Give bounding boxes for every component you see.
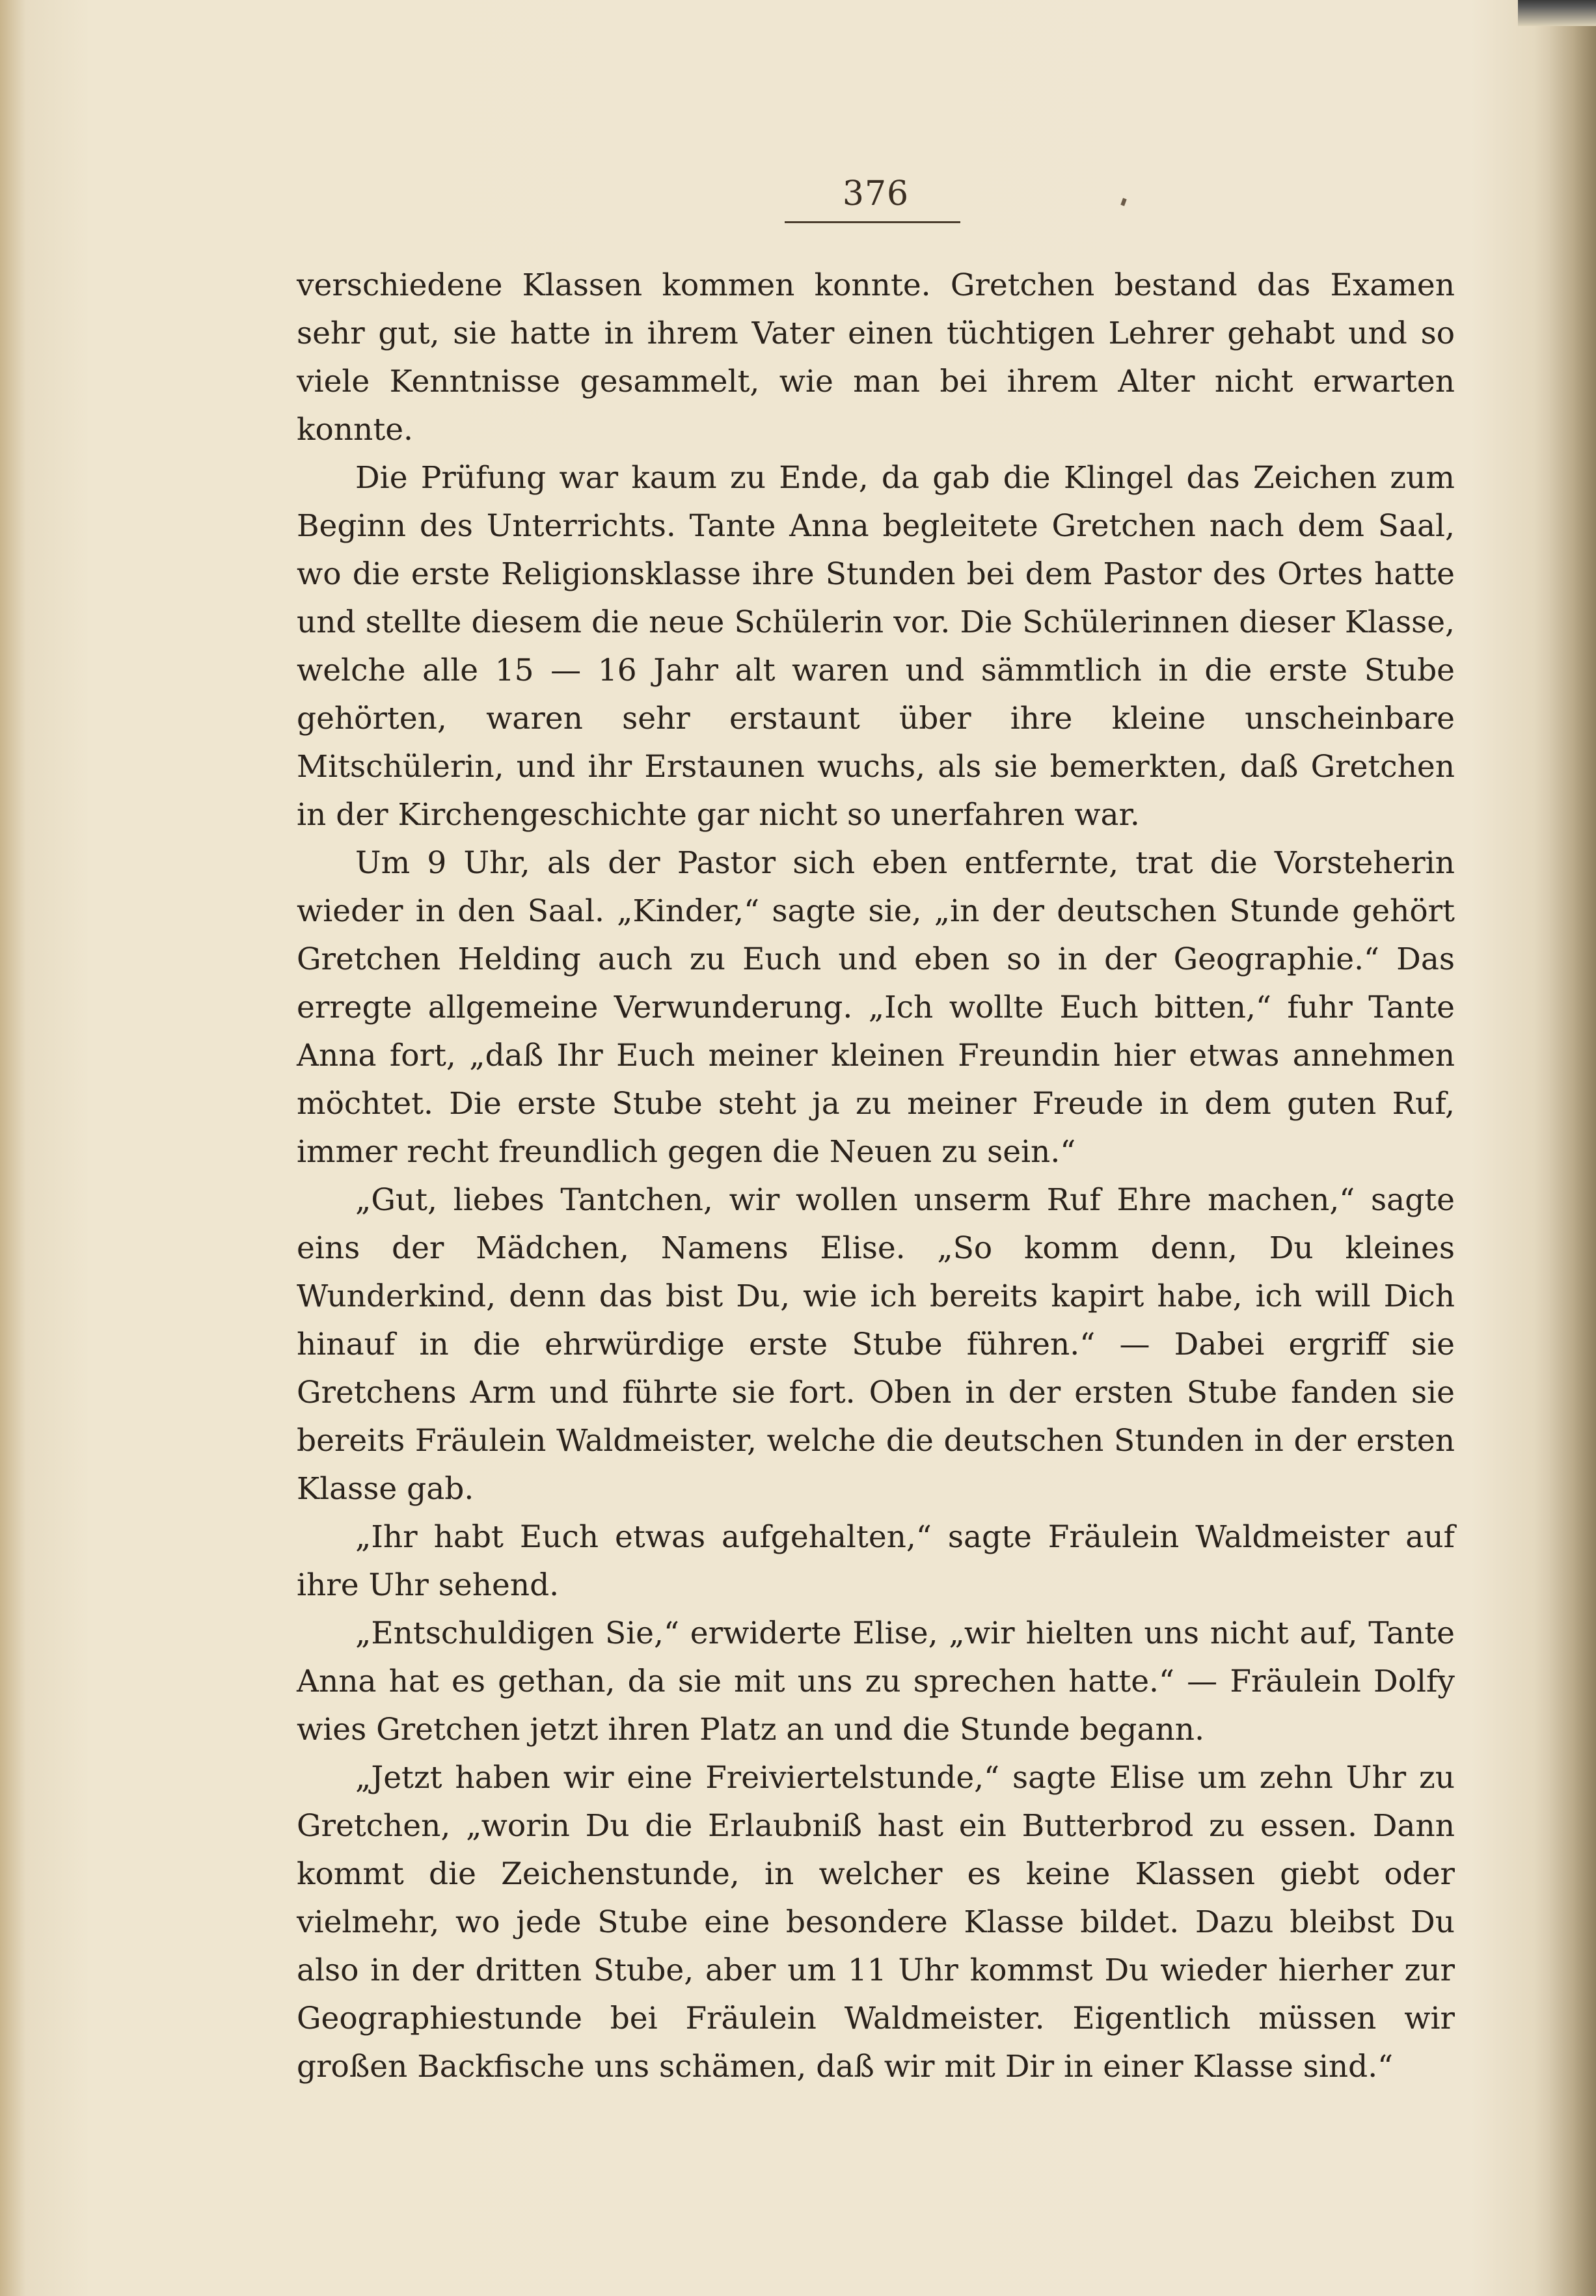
body-text <box>297 262 1455 2091</box>
page-number: 376 <box>842 174 910 213</box>
paragraph-1: verschiedene Klassen kommen konnte. Gretchen bestand das Examen sehr gut, sie hatte in ihrem Vater einen tüchtigen Lehrer gehabt und so viele Kenntnisse gesammelt, wie man bei ihrem Alter nicht erwarten konnte. <box>297 267 1455 448</box>
paragraph-4: „Gut, liebes Tantchen, wir wollen unserm Ruf Ehre machen,“ sagte eins der Mädchen, Namens Elise. „So komm denn, Du kleines Wunderkind, denn das bist Du, wie ich bereits kapirt habe, ich will Dich hinauf in die ehrwürdige erste Stube führen.“ — Dabei ergriff sie Gretchens Arm und führte sie fort. Oben in der ersten Stube fanden sie bereits Fräulein Waldmeister, welche die deutschen Stunden in der ersten Klasse gab. <box>297 1182 1455 1507</box>
paragraph-6: „Entschuldigen Sie,“ erwiderte Elise, „wir hielten uns nicht auf, Tante Anna hat es gethan, da sie mit uns zu sprechen hatte.“ — Fräulein Dolfy wies Gretchen jetzt ihren Platz an und die Stunde begann. <box>297 1615 1455 1748</box>
paragraph-3: Um 9 Uhr, als der Pastor sich eben entfernte, trat die Vorsteherin wieder in den Saal. „Kinder,“ sagte sie, „in der deutschen Stunde gehört Gretchen Helding auch zu Euch und eben so in der Geographie.“ Das erregte allgemeine Verwunderung. „Ich wollte Euch bitten,“ fuhr Tante Anna fort, „daß Ihr Euch meiner kleinen Freundin hier etwas annehmen möchtet. Die erste Stube steht ja zu meiner Freude in dem guten Ruf, immer recht freundlich gegen die Neuen zu sein.“ <box>297 845 1455 1170</box>
book-page <box>23 0 1539 2296</box>
book-spine-shadow <box>1534 0 1596 2296</box>
paragraph-2: Die Prüfung war kaum zu Ende, da gab die Klingel das Zeichen zum Beginn des Unterrichts. Tante Anna begleitete Gretchen nach dem Saal, wo die erste Religionsklasse ihre Stunden bei dem Pastor des Ortes hatte und stellte diesem die neue Schülerin vor. Die Schülerinnen dieser Klasse, welche alle 15 — 16 Jahr alt waren und sämmtlich in die erste Stube gehörten, waren sehr erstaunt über ihre kleine unscheinbare Mitschülerin, und ihr Erstaunen wuchs, als sie bemerkten, daß Gretchen in der Kirchengeschichte gar nicht so unerfahren war. <box>297 460 1455 833</box>
paragraph-7: „Jetzt haben wir eine Freiviertelstunde,“ sagte Elise um zehn Uhr zu Gretchen, „worin Du die Erlaubniß hast ein Butterbrod zu essen. Dann kommt die Zeichenstunde, in welcher es keine Klassen giebt oder vielmehr, wo jede Stube eine besondere Klasse bildet. Dazu bleibst Du also in der dritten Stube, aber um 11 Uhr kommst Du wieder hierher zur Geographiestunde bei Fräulein Waldmeister. Eigentlich müssen wir großen Backfische uns schämen, daß wir mit Dir in einer Klasse sind.“ <box>297 1760 1455 2085</box>
ink-speck <box>1120 198 1126 206</box>
paragraph-5: „Ihr habt Euch etwas aufgehalten,“ sagte Fräulein Waldmeister auf ihre Uhr sehend. <box>297 1519 1455 1603</box>
page-number-rule <box>785 221 960 223</box>
